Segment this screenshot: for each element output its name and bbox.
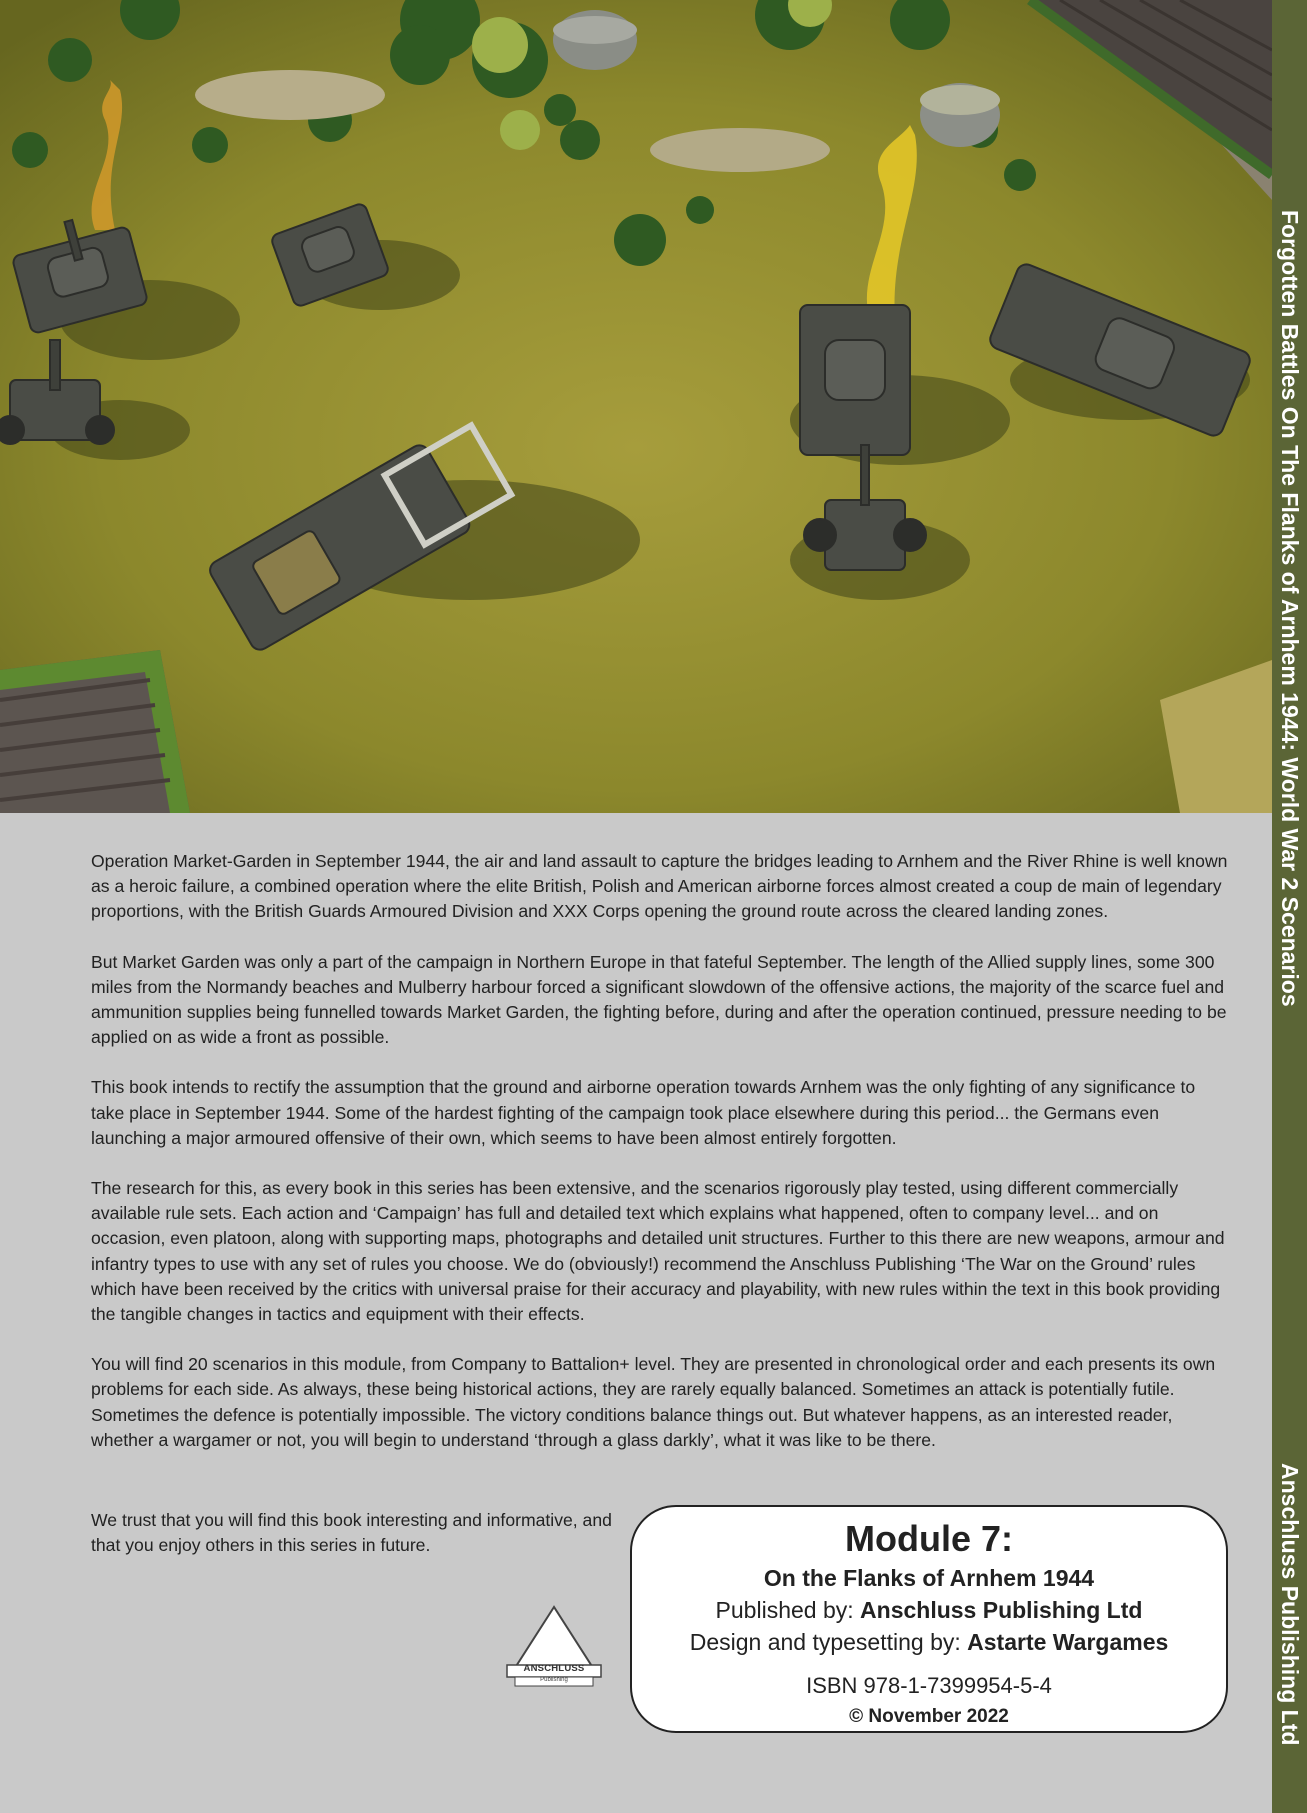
publisher-line [632,1594,1226,1626]
module-title: Module 7: [845,1518,1013,1559]
publisher-name: Anschluss Publishing Ltd [860,1597,1143,1623]
publisher-label: Published by: [715,1597,861,1623]
spine-title: Forgotten Battles On The Flanks of Arnhem 1944: World War 2 Scenarios [1277,210,1303,1007]
design-label: Design and typesetting by: [689,1629,968,1655]
blurb-paragraph: This book intends to rectify the assumption that the ground and airborne operation towards Arnhem was the only fighting of any significance to take place in September 1944. Some of the hardest fighting of the campaign took place elsewhere during this period... the Germans even launching a major armoured offensive of their own, which seems to have been almost entirely forgotten. [91,1077,1196,1148]
isbn: ISBN 978-1-7399954-5-4 [806,1673,1052,1698]
logo-label: ANSCHLUSS [523,1663,585,1674]
module-info-box [630,1505,1228,1733]
blurb-paragraph: You will find 20 scenarios in this module, from Company to Battalion+ level. They are presented in chronological order and each presents its own problems for each side. As always, these being historical actions, they are rarely equally balanced. Sometimes an attack is potentially futile. Sometimes the defence is potentially impossible. The victory conditions balance things out. But whatever happens, as an interested reader, whether a wargamer or not, you will begin to understand ‘through a glass darkly’, what it was like to be there. [91,1354,1216,1450]
cover-photo [0,0,1272,813]
anschluss-triangle-logo [505,1605,603,1691]
blurb-paragraph: But Market Garden was only a part of the campaign in Northern Europe in that fateful September. The length of the Allied supply lines, some 300 miles from the Normandy beaches and Mulberry harbour forced a significant slowdown of the offensive actions, the majority of the scarce fuel and ammunition supplies being funnelled towards Market Garden, the fighting before, during and after the operation continued, pressure needing to be applied on as wide a front as possible. [91,951,1227,1048]
design-line [632,1626,1226,1658]
blurb-paragraph: Operation Market-Garden in September 1944, the air and land assault to capture the bridges leading to Arnhem and the River Rhine is well known as a heroic failure, a combined operation where the elite British, Polish and American airborne forces almost created a coup de main of legendary proportions, with the British Guards Armoured Division and XXX Corps opening the ground route across the cleared landing zones. [91,851,1228,922]
blurb-closing: We trust that you will find this book interesting and informative, and that you enjoy others in this series in future. [91,1510,612,1556]
design-name: Astarte Wargames [967,1629,1169,1655]
copyright: © November 2022 [849,1706,1009,1727]
book-spine [1272,0,1307,1813]
wargame-table-photo [0,0,1272,813]
back-cover-blurb [91,849,1231,1478]
blurb-paragraph: The research for this, as every book in this series has been extensive, and the scenarios rigorously play tested, using different commercially available rule sets. Each action and ‘Campaign’ has full and detailed text which explains what happened, often to company level... and on occasion, even platoon, along with supporting maps, photographs and detailed unit structures. Further to this there are new weapons, armour and infantry types to use with any set of rules you choose. We do (obviously!) recommend the Anschluss Publishing ‘The War on the Ground’ rules which have been received by the critics with universal praise for their accuracy and playability, with new rules within the text in this book providing the tangible changes in tactics and equipment with their effects. [91,1178,1225,1325]
spine-publisher: Anschluss Publishing Ltd [1277,1463,1303,1746]
module-subtitle: On the Flanks of Arnhem 1944 [763,1565,1095,1591]
logo-sub-label: Publishing [540,1677,568,1683]
